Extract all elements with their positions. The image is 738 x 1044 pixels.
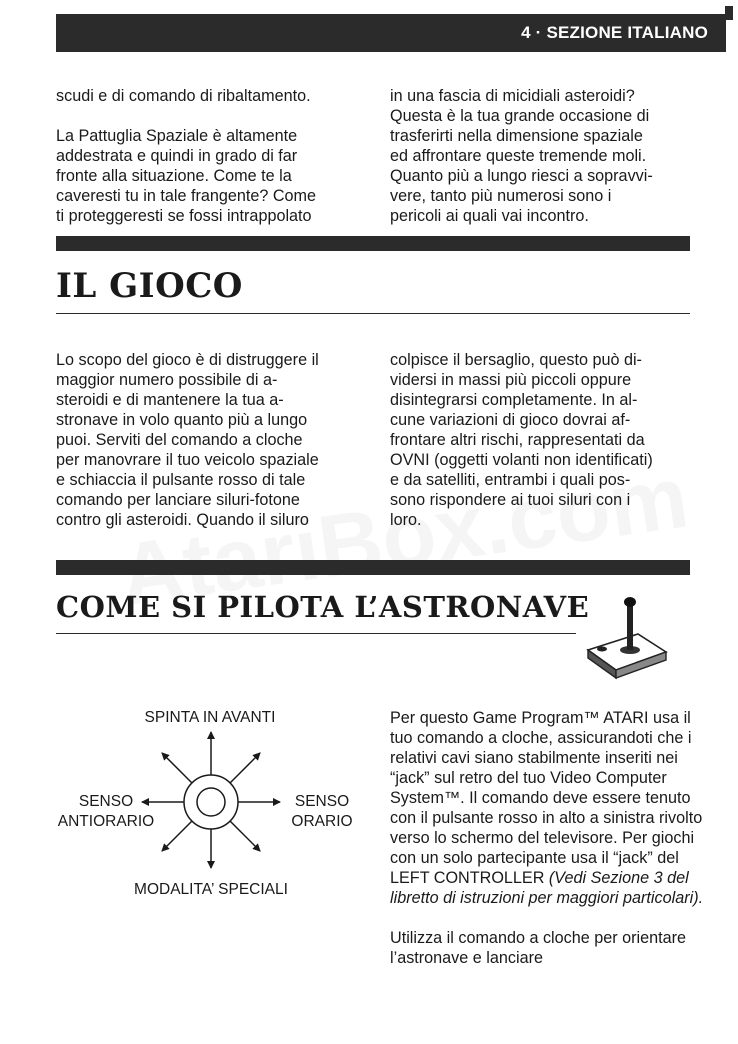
gioco-left-column: Lo scopo del gioco è di distruggere il maggior numero possibile di a- steroidi e di mantenere la tua a- stronave in volo quanto più a lungo puoi. Serviti del comando a cloche per manovrare il tuo veicolo spaziale e schiaccia il pulsante rosso di tale comando per lanciare siluri-fotone contro gli asteroidi. Quando il siluro <box>56 351 319 529</box>
diagram-label-forward: SPINTA IN AVANTI <box>144 709 276 726</box>
corner-mark <box>725 6 733 20</box>
pilota-italic-note: (Vedi Sezione 3 del libretto di istruzioni per maggiori particolari). <box>390 869 704 907</box>
pilota-paragraph-1 <box>390 708 710 908</box>
section-title-gioco: IL GIOCO <box>56 266 243 306</box>
arrow-down-right <box>230 821 260 851</box>
section-rule-pilota <box>56 633 576 634</box>
header-bar <box>56 14 726 52</box>
arrow-up-right <box>230 753 260 783</box>
arrow-up-left <box>162 753 192 783</box>
joystick-icon <box>580 592 670 687</box>
diagram-label-clockwise: SENSO ORARIO <box>291 793 353 830</box>
arrow-down-left <box>162 821 192 851</box>
intro-left-column: scudi e di comando di ribaltamento. La Pattuglia Spaziale è altamente addestrata e quindi in grado di far fronte alla situazione. Come te la caveresti tu in tale frangente? Come ti proteggeresti se fossi intrappolato <box>56 87 317 225</box>
pilota-paragraph-2: Utilizza il comando a cloche per orientare l’astronave e lanciare <box>390 929 687 967</box>
gioco-right-column: colpisce il bersaglio, questo può di- vidersi in massi più piccoli oppure disintegrarsi completamente. In al- cune variazioni di gioco dovrai af- frontare altri rischi, rappresentati da OVNI (oggetti volanti non identificati) e da satelliti, entrambi i quali pos- sono rispondere ai tuoi siluri con i loro. <box>390 351 653 529</box>
section-rule-gioco <box>56 313 690 314</box>
section-header-title: 4 · SEZIONE ITALIANO <box>521 23 708 42</box>
section-band-pilota <box>56 560 690 575</box>
pilota-right-column <box>390 708 710 968</box>
diagram-label-counterclockwise: SENSO ANTIORARIO <box>57 793 155 830</box>
section-band-gioco <box>56 236 690 251</box>
direction-diagram <box>136 722 286 872</box>
diagram-label-special-modes: MODALITA’ SPECIALI <box>134 881 288 898</box>
section-title-pilota: COME SI PILOTA L’ASTRONAVE <box>56 590 590 624</box>
intro-right-column: in una fascia di micidiali asteroidi? Questa è la tua grande occasione di trasferirti nella dimensione spaziale ed affrontare queste tremende moli. Quanto più a lungo riesci a sopravvi- vere, tanto più numerosi sono i pericoli ai quali vai incontro. <box>390 87 653 225</box>
pilota-text: Per questo Game Program™ ATARI usa il tuo comando a cloche, assicurandoti che i relativi cavi siano stabilmente inseriti nei “jack” sul retro del tuo Video Computer System™. Il comando deve essere tenuto con il pulsante rosso in alto a sinistra rivolto verso lo schermo del televisore. Per giochi con un solo partecipante usa il “jack” del LEFT CONTROLLER <box>390 709 703 887</box>
